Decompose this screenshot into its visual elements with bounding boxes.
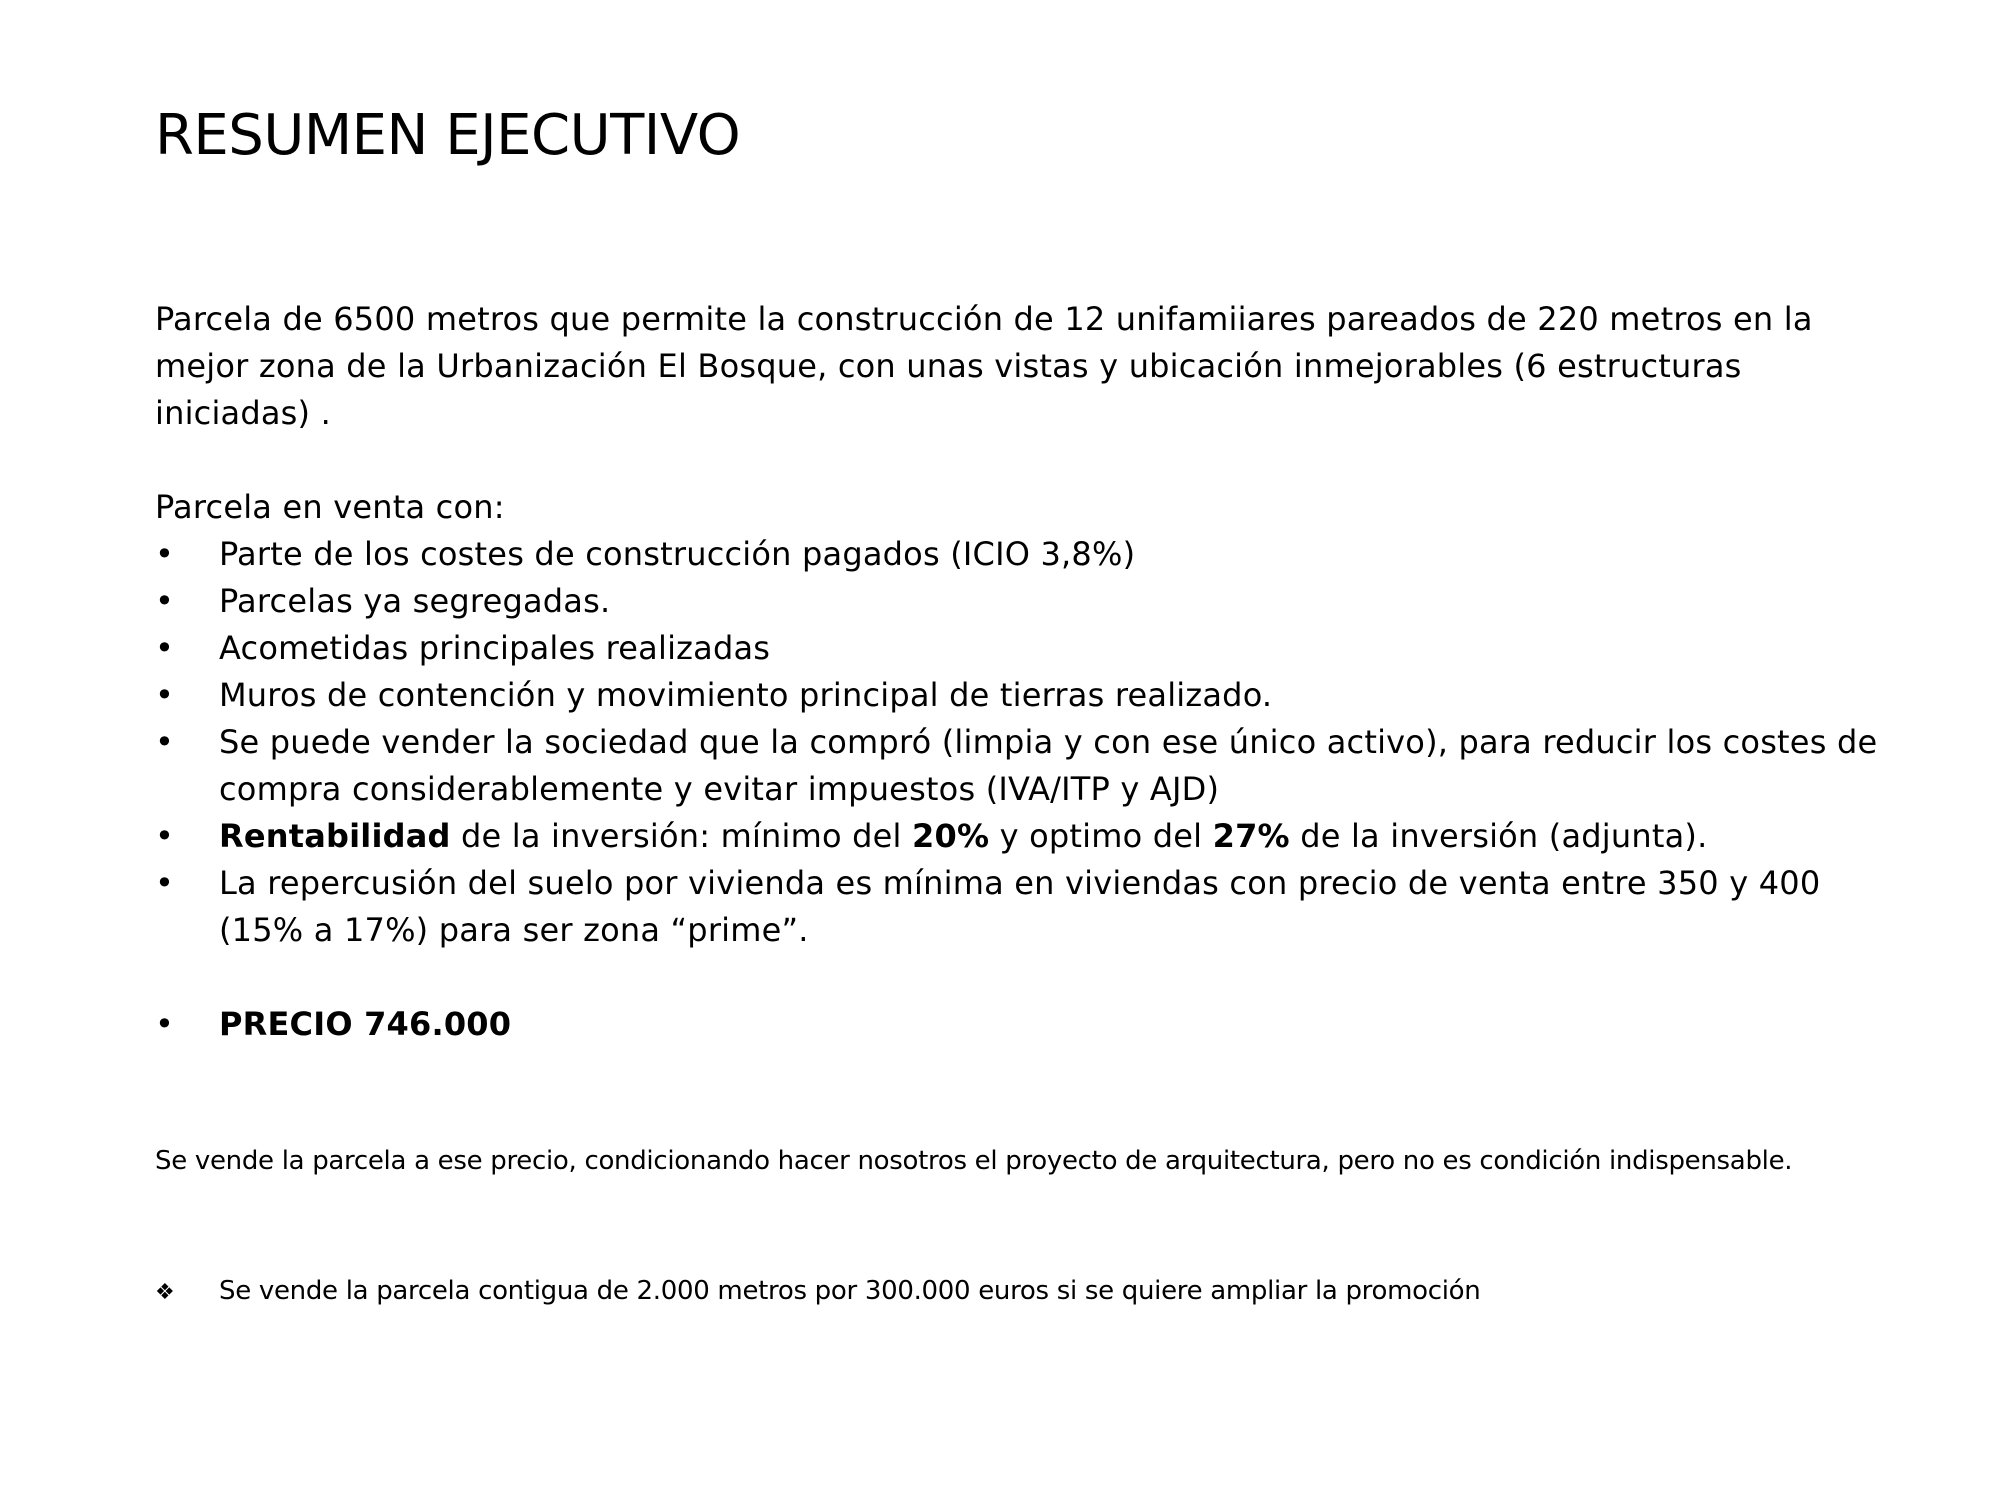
rentabilidad-label: Rentabilidad (219, 817, 451, 855)
bullet-icon: • (155, 817, 175, 855)
list-item-text: Se puede vender la sociedad que la compró (limpia y con ese único activo), para reducir los costes de compra considerablemente y evitar impuestos (IVA/ITP y AJD) (219, 723, 1878, 808)
slide-body (155, 296, 1895, 1048)
list-item (155, 531, 1895, 578)
list-item-text: Parcelas ya segregadas. (219, 582, 611, 620)
list-item (155, 625, 1895, 672)
list-item-price (155, 1001, 1895, 1048)
list-item-text: Acometidas principales realizadas (219, 629, 771, 667)
footnote: Se vende la parcela a ese precio, condicionando hacer nosotros el proyecto de arquitectura, pero no es condición indispensable. (155, 1146, 1793, 1176)
price-list (155, 1001, 1895, 1048)
bullet-icon: • (155, 864, 175, 902)
bullet-icon: • (155, 1005, 175, 1043)
bullet-icon: • (155, 723, 175, 761)
price: PRECIO 746.000 (219, 1005, 512, 1043)
list-item-text: La repercusión del suelo por vivienda es mínima en viviendas con precio de venta entre 350 y 400 (15% a 17%) para ser zona “prime”. (219, 864, 1821, 949)
list-item-text: Muros de contención y movimiento principal de tierras realizado. (219, 676, 1273, 714)
spacer (155, 437, 1895, 484)
rentabilidad-text-1: de la inversión: mínimo del (450, 817, 913, 855)
diamond-bullet-icon: ❖ (155, 1280, 175, 1305)
minimum-return: 20% (912, 817, 990, 855)
list-item (155, 672, 1895, 719)
bullet-icon: • (155, 676, 175, 714)
bullet-icon: • (155, 582, 175, 620)
list-item-rentabilidad (155, 813, 1895, 860)
extra-note-text: Se vende la parcela contigua de 2.000 metros por 300.000 euros si se quiere ampliar la promoción (219, 1276, 1481, 1306)
list-item (155, 719, 1895, 813)
feature-list (155, 531, 1895, 954)
rentabilidad-text-2: y optimo del (989, 817, 1213, 855)
extra-note (155, 1273, 1480, 1311)
list-item (155, 578, 1895, 625)
rentabilidad-text-3: de la inversión (adjunta). (1289, 817, 1708, 855)
bullet-icon: • (155, 629, 175, 667)
list-item-text: Parte de los costes de construcción pagados (ICIO 3,8%) (219, 535, 1136, 573)
slide-title: RESUMEN EJECUTIVO (155, 103, 741, 168)
spacer (155, 954, 1895, 1001)
bullet-icon: • (155, 535, 175, 573)
list-heading: Parcela en venta con: (155, 488, 505, 526)
intro-paragraph: Parcela de 6500 metros que permite la construcción de 12 unifamiiares pareados de 220 metros en la mejor zona de la Urbanización El Bosque, con unas vistas y ubicación inmejorables (6 estructuras iniciadas) . (155, 300, 1813, 432)
optimum-return: 27% (1212, 817, 1290, 855)
list-item (155, 860, 1895, 954)
